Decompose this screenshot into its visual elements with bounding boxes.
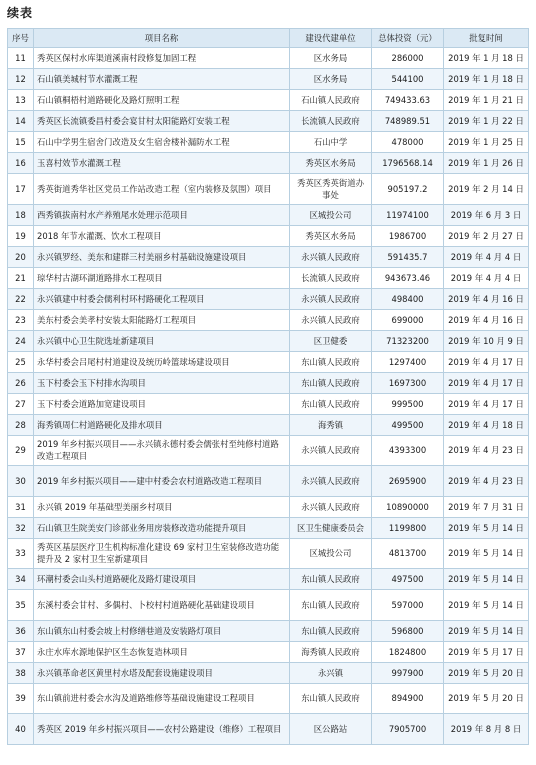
- cell-project-name: 石山镇美城村节水灌溉工程: [34, 69, 290, 90]
- cell-unit: 东山镇人民政府: [290, 393, 372, 414]
- cell-investment: 997900: [372, 662, 444, 683]
- cell-seq: 24: [8, 330, 34, 351]
- cell-unit: 区卫生健康委员会: [290, 517, 372, 538]
- cell-project-name: 环潮村委会山头村道路硬化及路灯建设项目: [34, 569, 290, 590]
- cell-investment: 699000: [372, 309, 444, 330]
- column-header-unit: 建设代建单位: [290, 29, 372, 48]
- cell-project-name: 永兴镇 2019 年基础型美丽乡村项目: [34, 496, 290, 517]
- table-row: [8, 517, 529, 538]
- cell-project-name: 玉下村委会玉下村排水沟项目: [34, 372, 290, 393]
- cell-project-name: 琼华村古湖环湖道路排水工程项目: [34, 267, 290, 288]
- cell-unit: 永兴镇人民政府: [290, 288, 372, 309]
- table-row: [8, 225, 529, 246]
- cell-seq: 20: [8, 246, 34, 267]
- cell-seq: 39: [8, 683, 34, 714]
- cell-date: 2019 年 7 月 31 日: [444, 496, 529, 517]
- column-header-date: 批复时间: [444, 29, 529, 48]
- projects-table: [7, 28, 529, 745]
- cell-unit: 海秀镇人民政府: [290, 641, 372, 662]
- table-row: [8, 414, 529, 435]
- cell-seq: 15: [8, 132, 34, 153]
- cell-seq: 23: [8, 309, 34, 330]
- cell-project-name: 东山镇前进村委会水沟及道路维修等基础设施建设工程项目: [34, 683, 290, 714]
- cell-unit: 东山镇人民政府: [290, 351, 372, 372]
- cell-date: 2019 年 1 月 21 日: [444, 90, 529, 111]
- cell-date: 2019 年 1 月 18 日: [444, 69, 529, 90]
- cell-date: 2019 年 10 月 9 日: [444, 330, 529, 351]
- cell-project-name: 2018 年节水灌溉、饮水工程项目: [34, 225, 290, 246]
- cell-investment: 478000: [372, 132, 444, 153]
- cell-unit: 东山镇人民政府: [290, 372, 372, 393]
- cell-project-name: 石山中学男生宿舍门改造及女生宿舍楼补漏防水工程: [34, 132, 290, 153]
- table-row: [8, 569, 529, 590]
- cell-investment: 748989.51: [372, 111, 444, 132]
- cell-seq: 28: [8, 414, 34, 435]
- cell-investment: 7905700: [372, 714, 444, 745]
- cell-seq: 17: [8, 174, 34, 205]
- cell-seq: 14: [8, 111, 34, 132]
- cell-seq: 33: [8, 538, 34, 569]
- table-row: [8, 90, 529, 111]
- cell-project-name: 秀英街道秀华社区党员工作站改造工程（室内装修及氛围）项目: [34, 174, 290, 205]
- cell-investment: 1297400: [372, 351, 444, 372]
- cell-unit: 永兴镇人民政府: [290, 466, 372, 497]
- cell-investment: 498400: [372, 288, 444, 309]
- cell-date: 2019 年 5 月 14 日: [444, 569, 529, 590]
- cell-date: 2019 年 4 月 23 日: [444, 435, 529, 466]
- cell-seq: 29: [8, 435, 34, 466]
- cell-project-name: 永兴镇罗经、美东和建群三村美丽乡村基础设施建设项目: [34, 246, 290, 267]
- cell-seq: 32: [8, 517, 34, 538]
- cell-date: 2019 年 1 月 22 日: [444, 111, 529, 132]
- table-row: [8, 466, 529, 497]
- cell-seq: 19: [8, 225, 34, 246]
- cell-unit: 区公路站: [290, 714, 372, 745]
- cell-unit: 秀英区水务局: [290, 225, 372, 246]
- table-row: [8, 246, 529, 267]
- cell-investment: 11974100: [372, 204, 444, 225]
- cell-date: 2019 年 5 月 20 日: [444, 683, 529, 714]
- cell-unit: 区水务局: [290, 48, 372, 69]
- cell-unit: 东山镇人民政府: [290, 683, 372, 714]
- cell-unit: 区卫健委: [290, 330, 372, 351]
- table-row: [8, 48, 529, 69]
- cell-investment: 591435.7: [372, 246, 444, 267]
- table-row: [8, 204, 529, 225]
- cell-investment: 4813700: [372, 538, 444, 569]
- table-header-row: [8, 29, 529, 48]
- cell-seq: 12: [8, 69, 34, 90]
- cell-unit: 区城投公司: [290, 538, 372, 569]
- cell-project-name: 秀英区保村水库渠道溪南村段修复加固工程: [34, 48, 290, 69]
- cell-project-name: 玉下村委会道路加宽建设项目: [34, 393, 290, 414]
- cell-project-name: 永庄水库水源地保护区生态恢复造林项目: [34, 641, 290, 662]
- cell-seq: 36: [8, 620, 34, 641]
- cell-project-name: 美东村委会美孝村安装太阳能路灯工程项目: [34, 309, 290, 330]
- cell-project-name: 2019 年乡村振兴项目——永兴镇永德村委会儒张村至纯修村道路改造工程项目: [34, 435, 290, 466]
- cell-investment: 497500: [372, 569, 444, 590]
- cell-project-name: 石山镇桐梧村道路硬化及路灯照明工程: [34, 90, 290, 111]
- cell-date: 2019 年 4 月 17 日: [444, 372, 529, 393]
- cell-investment: 1986700: [372, 225, 444, 246]
- cell-investment: 499500: [372, 414, 444, 435]
- cell-investment: 1199800: [372, 517, 444, 538]
- table-row: [8, 641, 529, 662]
- cell-seq: 22: [8, 288, 34, 309]
- cell-unit: 海秀镇: [290, 414, 372, 435]
- cell-date: 2019 年 5 月 14 日: [444, 590, 529, 621]
- cell-project-name: 秀英区基层医疗卫生机构标准化建设 69 家村卫生室装修改造功能提升及 2 家村卫生室新建项目: [34, 538, 290, 569]
- cell-date: 2019 年 5 月 14 日: [444, 620, 529, 641]
- cell-date: 2019 年 2 月 27 日: [444, 225, 529, 246]
- cell-unit: 长流镇人民政府: [290, 111, 372, 132]
- cell-unit: 秀英区秀英街道办事处: [290, 174, 372, 205]
- cell-unit: 石山镇人民政府: [290, 90, 372, 111]
- cell-date: 2019 年 1 月 26 日: [444, 153, 529, 174]
- table-row: [8, 662, 529, 683]
- cell-project-name: 秀英区 2019 年乡村振兴项目——农村公路建设（维修）工程项目: [34, 714, 290, 745]
- cell-seq: 38: [8, 662, 34, 683]
- cell-investment: 749433.63: [372, 90, 444, 111]
- cell-date: 2019 年 4 月 17 日: [444, 393, 529, 414]
- cell-unit: 永兴镇人民政府: [290, 496, 372, 517]
- cell-investment: 597000: [372, 590, 444, 621]
- table-row: [8, 69, 529, 90]
- cell-date: 2019 年 4 月 17 日: [444, 351, 529, 372]
- cell-date: 2019 年 1 月 18 日: [444, 48, 529, 69]
- table-row: [8, 330, 529, 351]
- table-row: [8, 132, 529, 153]
- cell-seq: 16: [8, 153, 34, 174]
- cell-project-name: 西秀镇拔南村水产养殖尾水处理示范项目: [34, 204, 290, 225]
- cell-investment: 943673.46: [372, 267, 444, 288]
- table-body: [8, 48, 529, 745]
- table-row: [8, 153, 529, 174]
- cell-seq: 27: [8, 393, 34, 414]
- cell-seq: 40: [8, 714, 34, 745]
- cell-project-name: 永华村委会吕尾村村道建设及统历岭篮球场建设项目: [34, 351, 290, 372]
- table-row: [8, 620, 529, 641]
- cell-date: 2019 年 5 月 14 日: [444, 538, 529, 569]
- cell-investment: 2695900: [372, 466, 444, 497]
- cell-seq: 35: [8, 590, 34, 621]
- cell-date: 2019 年 5 月 17 日: [444, 641, 529, 662]
- table-row: [8, 372, 529, 393]
- table-row: [8, 174, 529, 205]
- table-row: [8, 111, 529, 132]
- cell-date: 2019 年 4 月 16 日: [444, 309, 529, 330]
- cell-date: 2019 年 4 月 4 日: [444, 246, 529, 267]
- cell-unit: 永兴镇: [290, 662, 372, 683]
- cell-seq: 21: [8, 267, 34, 288]
- cell-investment: 1796568.14: [372, 153, 444, 174]
- cell-unit: 区城投公司: [290, 204, 372, 225]
- cell-investment: 286000: [372, 48, 444, 69]
- cell-project-name: 石山镇卫生院美安门诊部业务用房装修改造功能提升项目: [34, 517, 290, 538]
- cell-date: 2019 年 1 月 25 日: [444, 132, 529, 153]
- cell-project-name: 东山镇东山村委会坡上村修缮巷道及安装路灯项目: [34, 620, 290, 641]
- cell-unit: 区水务局: [290, 69, 372, 90]
- cell-date: 2019 年 5 月 20 日: [444, 662, 529, 683]
- cell-seq: 11: [8, 48, 34, 69]
- cell-project-name: 永兴镇革命老区黄里村水塔及配套设施建设项目: [34, 662, 290, 683]
- table-row: [8, 288, 529, 309]
- cell-unit: 东山镇人民政府: [290, 620, 372, 641]
- page-title: 续表: [7, 6, 34, 20]
- cell-investment: 596800: [372, 620, 444, 641]
- table-row: [8, 435, 529, 466]
- table-row: [8, 351, 529, 372]
- cell-seq: 13: [8, 90, 34, 111]
- cell-date: 2019 年 5 月 14 日: [444, 517, 529, 538]
- cell-date: 2019 年 4 月 23 日: [444, 466, 529, 497]
- cell-unit: 石山中学: [290, 132, 372, 153]
- table-row: [8, 267, 529, 288]
- table-row: [8, 538, 529, 569]
- cell-investment: 1697300: [372, 372, 444, 393]
- cell-unit: 永兴镇人民政府: [290, 246, 372, 267]
- cell-project-name: 东溪村委会甘村、多偶村、卜校村村道路硬化基础建设项目: [34, 590, 290, 621]
- cell-investment: 894900: [372, 683, 444, 714]
- table-row: [8, 393, 529, 414]
- cell-investment: 10890000: [372, 496, 444, 517]
- cell-date: 2019 年 2 月 14 日: [444, 174, 529, 205]
- cell-investment: 1824800: [372, 641, 444, 662]
- table-row: [8, 590, 529, 621]
- column-header-investment: 总体投资（元）: [372, 29, 444, 48]
- cell-unit: 永兴镇人民政府: [290, 309, 372, 330]
- cell-investment: 999500: [372, 393, 444, 414]
- cell-unit: 长流镇人民政府: [290, 267, 372, 288]
- cell-seq: 18: [8, 204, 34, 225]
- cell-unit: 东山镇人民政府: [290, 569, 372, 590]
- cell-date: 2019 年 4 月 18 日: [444, 414, 529, 435]
- cell-project-name: 永兴镇建中村委会儒利村环村路硬化工程项目: [34, 288, 290, 309]
- cell-unit: 秀英区水务局: [290, 153, 372, 174]
- cell-project-name: 2019 年乡村振兴项目——建中村委会农村道路改造工程项目: [34, 466, 290, 497]
- table-row: [8, 309, 529, 330]
- cell-project-name: 玉喜村效节水灌溉工程: [34, 153, 290, 174]
- cell-seq: 25: [8, 351, 34, 372]
- table-row: [8, 496, 529, 517]
- cell-unit: 东山镇人民政府: [290, 590, 372, 621]
- cell-investment: 4393300: [372, 435, 444, 466]
- cell-date: 2019 年 6 月 3 日: [444, 204, 529, 225]
- cell-project-name: 秀英区长流镇委昌村委会宴甘村太阳能路灯安装工程: [34, 111, 290, 132]
- column-header-name: 项目名称: [34, 29, 290, 48]
- cell-seq: 31: [8, 496, 34, 517]
- cell-investment: 71323200: [372, 330, 444, 351]
- cell-seq: 34: [8, 569, 34, 590]
- column-header-seq: 序号: [8, 29, 34, 48]
- cell-date: 2019 年 4 月 4 日: [444, 267, 529, 288]
- cell-date: 2019 年 4 月 16 日: [444, 288, 529, 309]
- cell-project-name: 永兴镇中心卫生院选址新建项目: [34, 330, 290, 351]
- cell-unit: 永兴镇人民政府: [290, 435, 372, 466]
- cell-project-name: 海秀镇周仁村道路硬化及排水项目: [34, 414, 290, 435]
- cell-seq: 30: [8, 466, 34, 497]
- cell-seq: 37: [8, 641, 34, 662]
- cell-investment: 544100: [372, 69, 444, 90]
- table-row: [8, 714, 529, 745]
- cell-seq: 26: [8, 372, 34, 393]
- table-row: [8, 683, 529, 714]
- cell-date: 2019 年 8 月 8 日: [444, 714, 529, 745]
- cell-investment: 905197.2: [372, 174, 444, 205]
